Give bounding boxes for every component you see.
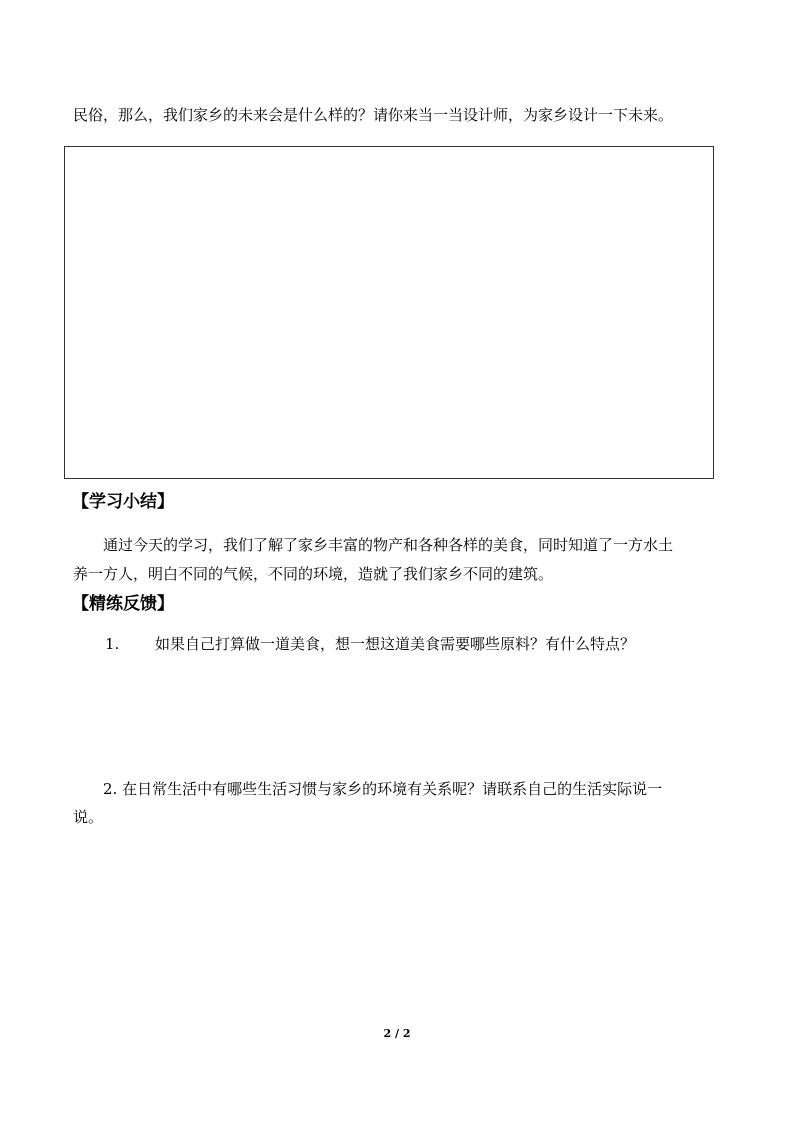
summary-paragraph <box>73 531 723 589</box>
design-drawing-box[interactable] <box>64 146 714 479</box>
question-2-line-1: 2. 在日常生活中有哪些生活习惯与家乡的环境有关系呢？请联系自己的生活实际说一 <box>103 780 663 798</box>
summary-heading: 【学习小结】 <box>72 492 174 512</box>
question-1-text: 如果自己打算做一道美食，想一想这道美食需要哪些原料？有什么特点？ <box>155 635 636 653</box>
question-1-number: 1. <box>105 635 120 653</box>
summary-line-1: 通过今天的学习，我们了解了家乡丰富的物产和各种各样的美食，同时知道了一方水土 <box>103 536 674 554</box>
question-2-line-2: 说。 <box>73 808 104 826</box>
intro-text: 民俗，那么，我们家乡的未来会是什么样的？请你来当一当设计师，为家乡设计一下未来。 <box>73 106 674 124</box>
question-2 <box>73 778 723 828</box>
page-number: 2 / 2 <box>383 1027 411 1040</box>
practice-heading: 【精练反馈】 <box>72 594 174 614</box>
summary-line-2: 养一方人，明白不同的气候，不同的环境，造就了我们家乡不同的建筑。 <box>73 565 554 583</box>
question-1 <box>105 633 635 655</box>
